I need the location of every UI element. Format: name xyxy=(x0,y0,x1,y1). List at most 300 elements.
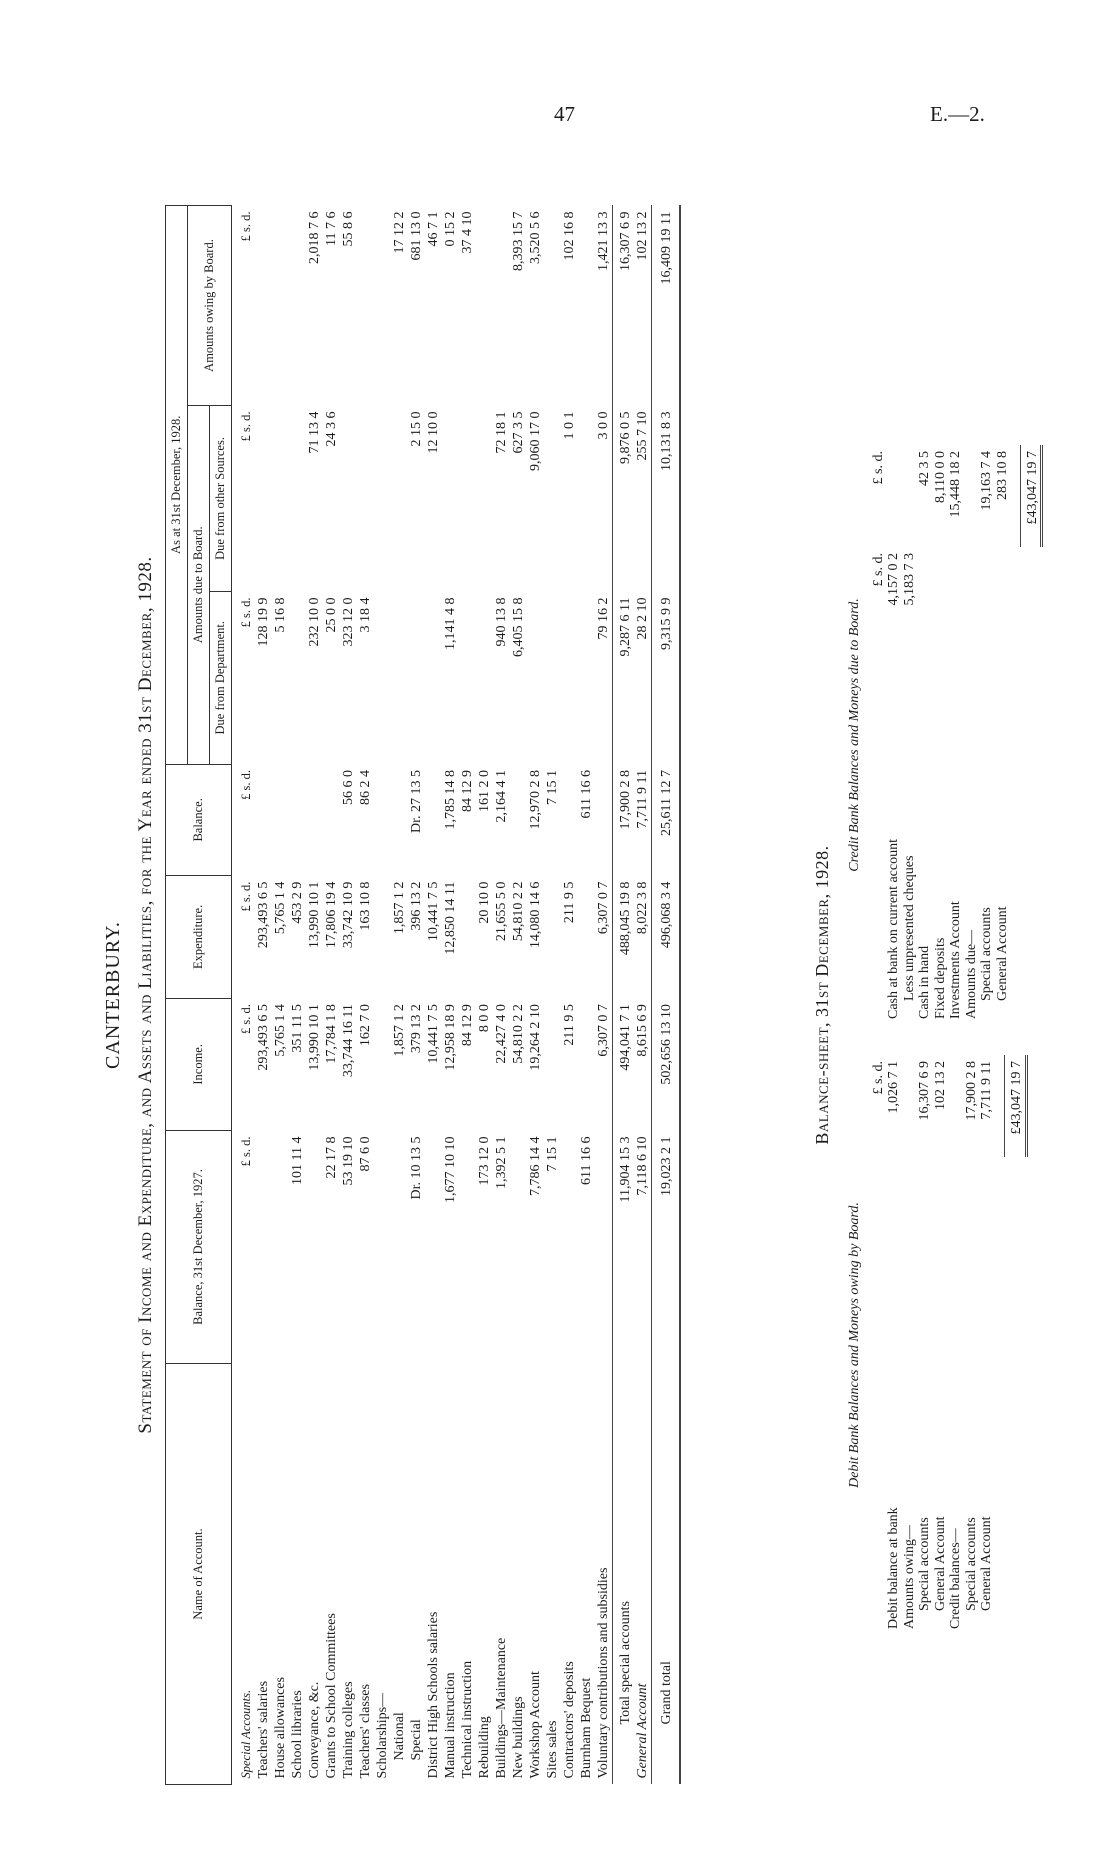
table-row xyxy=(272,206,289,1785)
amount-other xyxy=(476,405,493,591)
table-row xyxy=(425,206,442,1785)
balance-amount xyxy=(902,445,918,547)
amount-bal xyxy=(595,764,613,876)
amount-bal27: 101 11 4 xyxy=(290,1136,305,1186)
amount-bal27: 53 19 10 xyxy=(341,1136,356,1186)
amount-exp: 163 10 8 xyxy=(358,881,373,931)
amount-owing: 2,018 7 6 xyxy=(307,211,322,264)
balance-total-row xyxy=(1005,1055,1027,1635)
balance-amount: 8,110 0 0 xyxy=(932,451,948,503)
account-name: National xyxy=(392,1712,407,1761)
statement-body xyxy=(232,206,681,1785)
amount-exp: 21,655 5 0 xyxy=(494,881,509,942)
amount-bal27: 1,392 5 1 xyxy=(494,1136,509,1190)
amount-owing xyxy=(374,206,391,406)
amount-bal: 25,611 12 7 xyxy=(652,764,681,876)
amount-dept: 232 10 0 xyxy=(307,597,322,647)
statement-table xyxy=(165,205,681,1785)
amount-inc: 54,810 2 2 xyxy=(511,1004,526,1064)
table-row xyxy=(459,206,476,1785)
balance-label: Amounts owing— xyxy=(901,1525,917,1629)
amount-exp: 8,022 3 8 xyxy=(635,881,650,935)
account-name: Manual instruction xyxy=(443,1672,458,1779)
amount-bal xyxy=(374,764,391,876)
amount-bal xyxy=(561,764,578,876)
amount-bal27 xyxy=(595,1131,613,1364)
balance-line xyxy=(902,1055,918,1635)
amount-bal: 12,970 2 8 xyxy=(528,770,543,830)
amount-dept xyxy=(289,591,306,764)
amount-exp: 5,765 1 4 xyxy=(273,881,288,935)
amount-dept xyxy=(425,591,442,764)
amount-other xyxy=(459,405,476,591)
balance-line xyxy=(933,1055,949,1635)
balance-amount: 16,307 6 9 xyxy=(917,1061,932,1121)
amount-exp xyxy=(544,876,561,998)
amount-exp: 33,742 10 9 xyxy=(341,881,356,949)
amount-other: 12 10 0 xyxy=(426,411,441,454)
balance-subamount xyxy=(902,1157,918,1249)
amount-other xyxy=(272,405,289,591)
amount-dept xyxy=(374,591,391,764)
account-name: Rebuilding xyxy=(477,1716,492,1779)
balance-amount: 19,163 7 4 xyxy=(979,451,994,511)
balance-line xyxy=(886,445,902,1025)
amount-owing: 55 8 6 xyxy=(341,211,356,247)
amount-inc: 84 12 9 xyxy=(460,1004,475,1047)
amount-exp xyxy=(578,876,595,998)
amount-owing: 0 15 2 xyxy=(443,211,458,247)
table-row xyxy=(306,206,323,1785)
amount-bal27: 611 16 6 xyxy=(579,1136,594,1186)
amount-owing: 16,307 6 9 xyxy=(613,206,635,406)
amount-other xyxy=(391,405,408,591)
amount-inc xyxy=(374,998,391,1130)
amount-other xyxy=(374,405,391,591)
amount-exp: 12,850 14 11 xyxy=(443,881,458,955)
amount-inc: 211 9 5 xyxy=(562,1004,577,1046)
amount-exp: 13,990 10 1 xyxy=(307,881,322,949)
account-name: Technical instruction xyxy=(460,1660,475,1779)
balance-amount: 102 13 2 xyxy=(932,1061,948,1110)
credit-currency-row: £ s. d. £ s. d. xyxy=(870,451,886,587)
account-name: Teachers' classes xyxy=(358,1684,373,1779)
account-name: General Account xyxy=(635,1683,650,1779)
account-name: Special xyxy=(409,1719,424,1761)
amount-exp: 293,493 6 5 xyxy=(256,881,271,949)
amount-owing xyxy=(544,206,561,406)
amount-other: 71 13 4 xyxy=(307,411,322,454)
table-row xyxy=(442,206,459,1785)
balance-label: Debit balance at bank xyxy=(886,1507,901,1629)
amount-dept xyxy=(476,591,493,764)
amount-owing xyxy=(476,206,493,406)
account-name: House allowances xyxy=(273,1677,288,1779)
amount-inc: 13,990 10 1 xyxy=(307,1004,322,1071)
header-balance: Balance. xyxy=(166,764,232,876)
amount-bal27: 11,904 15 3 xyxy=(613,1131,635,1364)
amount-owing: 17 12 2 xyxy=(392,211,407,254)
amount-bal: 7 15 1 xyxy=(545,770,560,806)
account-name: Voluntary contributions and subsidies xyxy=(596,1567,611,1779)
balance-label: Less unpresented cheques xyxy=(901,855,917,1001)
balance-sheet-credit xyxy=(847,445,1043,1025)
amount-exp: 1,857 1 2 xyxy=(392,881,407,935)
balance-total: £43,047 19 7 xyxy=(1020,445,1042,547)
amount-inc: 379 13 2 xyxy=(409,1004,424,1054)
account-name: Grand total xyxy=(652,1364,681,1785)
amount-bal27 xyxy=(510,1131,527,1364)
balance-label: Special accounts xyxy=(963,1517,979,1611)
amount-inc xyxy=(578,998,595,1130)
amount-exp: 211 9 5 xyxy=(562,881,577,924)
amount-other: 1 0 1 xyxy=(562,411,577,440)
amount-owing: 3,520 5 6 xyxy=(528,211,543,264)
credit-heading: Credit Bank Balances and Moneys due to Board. xyxy=(847,598,862,872)
amount-inc: 17,784 1 8 xyxy=(324,1004,339,1064)
balance-subamount: 5,183 7 3 xyxy=(901,553,917,606)
table-row xyxy=(374,206,391,1785)
amount-bal27: 1,677 10 10 xyxy=(443,1136,458,1204)
amount-bal27: 7 15 1 xyxy=(545,1136,560,1172)
amount-bal xyxy=(510,764,527,876)
header-as-at: As at 31st December, 1928. xyxy=(166,206,188,765)
amount-bal27: 173 12 0 xyxy=(477,1136,492,1186)
amount-inc: 19,264 2 10 xyxy=(528,1004,543,1071)
amount-other: 627 3 5 xyxy=(511,411,526,454)
account-name: Grants to School Committees xyxy=(324,1613,339,1779)
balance-label: General Account xyxy=(994,906,1010,1001)
amount-dept: 3 18 4 xyxy=(358,597,373,633)
amount-exp: 54,810 2 2 xyxy=(511,881,526,942)
amount-inc: 162 7 0 xyxy=(358,1004,373,1047)
header-balance-1927: Balance, 31st December, 1927. xyxy=(166,1131,232,1364)
balance-label: Investments Account xyxy=(948,901,963,1019)
balance-subamount xyxy=(933,1157,949,1249)
amount-bal xyxy=(289,764,306,876)
amount-dept xyxy=(544,591,561,764)
amount-owing: 102 16 8 xyxy=(562,211,577,261)
account-name: New buildings xyxy=(511,1696,526,1779)
amount-inc: 22,427 4 0 xyxy=(494,1004,509,1064)
amount-bal27: Dr. 10 13 5 xyxy=(409,1136,424,1200)
amount-bal: 161 2 0 xyxy=(477,770,492,813)
balance-amount: 42 3 5 xyxy=(917,451,932,486)
amount-other xyxy=(340,405,357,591)
table-row xyxy=(391,206,408,1785)
table-row xyxy=(408,206,425,1785)
amount-bal: 611 16 6 xyxy=(579,770,594,819)
balance-label: Cash at bank on current account xyxy=(886,839,901,1019)
amount-bal27 xyxy=(425,1131,442,1364)
amount-exp: 10,441 7 5 xyxy=(426,881,441,942)
header-due-other: Due from other Sources. xyxy=(210,405,232,591)
table-row xyxy=(340,206,357,1785)
balance-label: Special accounts xyxy=(979,907,994,1001)
amount-owing: 102 13 2 xyxy=(635,211,650,261)
amount-exp: 453 2 9 xyxy=(290,881,305,924)
balance-line xyxy=(886,1055,902,1635)
table-row xyxy=(476,206,493,1785)
amount-inc: 6,307 0 7 xyxy=(596,1004,611,1057)
balance-amount: 17,900 2 8 xyxy=(963,1061,979,1121)
balance-subamount xyxy=(933,547,949,639)
amount-inc: 5,765 1 4 xyxy=(273,1004,288,1057)
amount-other xyxy=(442,405,459,591)
amount-bal27 xyxy=(374,1131,391,1364)
amount-dept: 128 19 9 xyxy=(256,597,271,647)
amount-exp xyxy=(374,876,391,998)
amount-bal xyxy=(306,764,323,876)
amount-other xyxy=(289,405,306,591)
amount-exp: 488,045 19 8 xyxy=(613,876,635,998)
amount-inc xyxy=(544,998,561,1130)
amount-bal27: 87 6 0 xyxy=(358,1136,373,1172)
balance-subamount xyxy=(979,1157,995,1249)
amount-bal27: 7,786 14 4 xyxy=(528,1136,543,1197)
amount-other: 9,876 0 5 xyxy=(613,405,635,591)
page-number: 47 xyxy=(554,102,575,126)
amount-dept: 5 16 8 xyxy=(273,597,288,633)
balance-line xyxy=(979,445,995,1025)
amount-dept: 9,315 9 9 xyxy=(652,591,681,764)
amount-dept: 6,405 15 8 xyxy=(511,597,526,657)
header-name: Name of Account. xyxy=(166,1364,232,1785)
page-title: CANTERBURY. xyxy=(102,921,124,1069)
balance-line xyxy=(964,445,980,1025)
amount-bal: 84 12 9 xyxy=(460,770,475,813)
table-row xyxy=(510,206,527,1785)
balance-subamount xyxy=(948,1157,964,1249)
amount-other xyxy=(544,405,561,591)
amount-owing xyxy=(493,206,510,406)
amount-dept xyxy=(578,591,595,764)
amount-dept: 1,141 4 8 xyxy=(443,597,458,650)
amount-bal27 xyxy=(255,1131,272,1364)
credit-table xyxy=(871,445,1044,1025)
amount-exp: 17,806 19 4 xyxy=(324,881,339,949)
account-name: Teachers' salaries xyxy=(256,1680,271,1779)
amount-other: 24 3 6 xyxy=(324,411,339,447)
amount-exp xyxy=(459,876,476,998)
amount-dept: 323 12 0 xyxy=(341,597,356,647)
amount-inc: 12,958 18 9 xyxy=(443,1004,458,1071)
header-amounts-due: Amounts due to Board. xyxy=(188,405,210,764)
statement-title: Statement of Income and Expenditure, and Assets and Liabilities, for the Year ended 31st December, 1928. xyxy=(135,556,156,1434)
account-name: Workshop Account xyxy=(528,1671,543,1779)
balance-amount: 1,026 7 1 xyxy=(886,1061,901,1114)
amount-bal xyxy=(391,764,408,876)
balance-label: Amounts due— xyxy=(963,929,979,1019)
amount-owing xyxy=(272,206,289,406)
amount-other xyxy=(255,405,272,591)
account-name: School libraries xyxy=(290,1690,305,1779)
table-row xyxy=(493,206,510,1785)
amount-exp: 14,080 14 6 xyxy=(528,881,543,949)
rotated-page xyxy=(102,145,1102,1845)
debit-table xyxy=(871,1055,1028,1635)
amount-inc: 33,744 16 11 xyxy=(341,1004,356,1078)
amount-owing xyxy=(289,206,306,406)
amount-owing: 681 13 0 xyxy=(409,211,424,261)
amount-bal: 7,711 9 11 xyxy=(635,770,650,829)
total-special-row xyxy=(613,206,635,1785)
amount-bal: 1,785 14 8 xyxy=(443,770,458,830)
amount-dept xyxy=(561,591,578,764)
amount-owing xyxy=(255,206,272,406)
grand-total-row xyxy=(652,206,681,1785)
amount-bal27: 22 17 8 xyxy=(324,1136,339,1179)
currency-row: Special Accounts. £ s. d. £ s. d. £ s. d. £ s. d. £ s. d. £ s. d. £ s. d. xyxy=(232,206,256,1785)
amount-other: 3 0 0 xyxy=(596,411,611,440)
amount-inc: 10,441 7 5 xyxy=(426,1004,441,1064)
table-row xyxy=(527,206,544,1785)
amount-inc: 351 11 5 xyxy=(290,1004,305,1053)
amount-inc: 494,041 7 1 xyxy=(613,998,635,1130)
balance-line xyxy=(948,1055,964,1635)
table-row xyxy=(323,206,340,1785)
balance-label: General Account xyxy=(932,1516,948,1611)
account-name: Total special accounts xyxy=(613,1364,635,1785)
balance-label: Credit balances— xyxy=(948,1528,963,1629)
amount-owing: 1,421 13 3 xyxy=(596,211,611,271)
amount-dept xyxy=(459,591,476,764)
balance-line xyxy=(995,445,1011,1025)
balance-label: General Account xyxy=(979,1516,994,1611)
balance-label: Special accounts xyxy=(917,1517,932,1611)
account-name: Burnham Bequest xyxy=(579,1677,594,1779)
balance-amount xyxy=(902,1055,918,1157)
balance-label: Fixed deposits xyxy=(932,937,948,1019)
balance-sheet-title: Balance-sheet, 31st December, 1928. xyxy=(812,845,832,1145)
debit-heading: Debit Bank Balances and Moneys owing by Board. xyxy=(847,1202,862,1488)
balance-label: Cash in hand xyxy=(917,945,932,1019)
balance-line xyxy=(933,445,949,1025)
amount-dept: 25 0 0 xyxy=(324,597,339,633)
balance-line xyxy=(948,445,964,1025)
amount-owing: 16,409 19 11 xyxy=(652,206,681,406)
account-name: Training colleges xyxy=(341,1681,356,1779)
balance-subamount xyxy=(979,547,995,639)
account-name: Sites sales xyxy=(545,1720,560,1779)
amount-exp: 496,068 3 4 xyxy=(652,876,681,998)
balance-line xyxy=(964,1055,980,1635)
amount-dept: 9,287 6 11 xyxy=(613,591,635,764)
table-row xyxy=(578,206,595,1785)
amount-dept: 28 2 10 xyxy=(635,597,650,640)
balance-amount xyxy=(886,445,902,547)
balance-subamount xyxy=(917,547,933,639)
balance-subamount xyxy=(995,547,1011,639)
general-account-row xyxy=(634,206,652,1785)
amount-bal: 17,900 2 8 xyxy=(613,764,635,876)
balance-total-row xyxy=(1020,445,1042,1025)
table-row xyxy=(289,206,306,1785)
header-expenditure: Expenditure. xyxy=(166,876,232,998)
balance-subamount xyxy=(917,1157,933,1249)
amount-dept xyxy=(408,591,425,764)
table-row xyxy=(544,206,561,1785)
account-name: District High Schools salaries xyxy=(426,1611,441,1779)
balance-amount: 283 10 8 xyxy=(994,451,1010,500)
amount-bal: 86 2 4 xyxy=(358,770,373,806)
amount-bal27: 7,118 6 10 xyxy=(635,1136,650,1196)
amount-bal27: 19,023 2 1 xyxy=(652,1131,681,1364)
amount-bal27 xyxy=(391,1131,408,1364)
balance-line xyxy=(917,1055,933,1635)
table-row xyxy=(595,206,613,1785)
balance-amount: 7,711 9 11 xyxy=(979,1061,994,1120)
amount-inc: 502,656 13 10 xyxy=(652,998,681,1130)
amount-inc: 8 0 0 xyxy=(477,1004,492,1033)
table-row xyxy=(357,206,374,1785)
balance-subamount xyxy=(964,547,980,639)
amount-other xyxy=(578,405,595,591)
amount-dept xyxy=(391,591,408,764)
account-name: Buildings—Maintenance xyxy=(494,1637,509,1779)
table-row xyxy=(255,206,272,1785)
balance-amount: 15,448 18 2 xyxy=(948,451,963,518)
amount-bal27 xyxy=(561,1131,578,1364)
balance-subamount xyxy=(964,1157,980,1249)
amount-bal xyxy=(272,764,289,876)
amount-owing: 11 7 6 xyxy=(324,211,339,246)
amount-owing: 8,393 15 7 xyxy=(511,211,526,271)
amount-other: 10,131 8 3 xyxy=(652,405,681,591)
document-code: E.—2. xyxy=(930,102,985,126)
amount-dept: 79 16 2 xyxy=(596,597,611,640)
table-row xyxy=(561,206,578,1785)
amount-owing: 37 4 10 xyxy=(460,211,475,254)
amount-inc: 1,857 1 2 xyxy=(392,1004,407,1057)
balance-sheet-debit xyxy=(847,1055,1028,1635)
account-name: Scholarships— xyxy=(375,1692,390,1779)
amount-bal: 2,164 4 1 xyxy=(494,770,509,823)
account-name: Contractors' deposits xyxy=(562,1661,577,1779)
amount-bal27 xyxy=(459,1131,476,1364)
amount-inc: 293,493 6 5 xyxy=(256,1004,271,1071)
amount-dept: 940 13 8 xyxy=(494,597,509,647)
balance-subamount: 4,157 0 2 xyxy=(886,553,901,606)
amount-bal xyxy=(255,764,272,876)
header-income: Income. xyxy=(166,998,232,1130)
balance-amount xyxy=(964,445,980,547)
amount-other xyxy=(357,405,374,591)
balance-subamount xyxy=(886,1157,902,1249)
balance-line xyxy=(917,445,933,1025)
amount-bal27 xyxy=(306,1131,323,1364)
header-due-department: Due from Department. xyxy=(210,591,232,764)
amount-bal27 xyxy=(272,1131,289,1364)
amount-other: 9,060 17 0 xyxy=(528,411,543,471)
amount-bal: Dr. 27 13 5 xyxy=(409,770,424,834)
debit-currency-row: £ s. d. xyxy=(870,1061,886,1095)
balance-amount xyxy=(948,1055,964,1157)
amount-other: 2 15 0 xyxy=(409,411,424,447)
balance-total: £43,047 19 7 xyxy=(1005,1055,1027,1157)
amount-exp: 6,307 0 7 xyxy=(596,881,611,935)
amount-exp: 396 13 2 xyxy=(409,881,424,931)
amount-owing xyxy=(578,206,595,406)
amount-inc: 8,615 6 9 xyxy=(635,1004,650,1057)
section-heading: Special Accounts. xyxy=(239,1689,253,1779)
amount-owing: 46 7 1 xyxy=(426,211,441,247)
amount-other: 255 7 10 xyxy=(635,411,650,461)
balance-line xyxy=(902,445,918,1025)
amount-bal: 56 6 0 xyxy=(341,770,356,806)
amount-exp: 20 10 0 xyxy=(477,881,492,924)
balance-subamount xyxy=(948,547,964,639)
